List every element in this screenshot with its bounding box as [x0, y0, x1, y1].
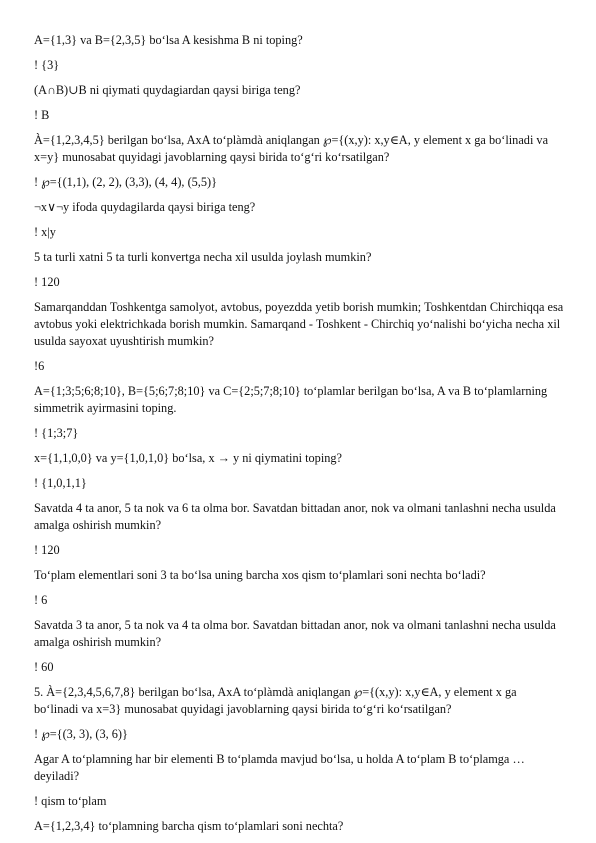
answer-line: ! ℘={(1,1), (2, 2), (3,3), (4, 4), (5,5)}	[34, 175, 218, 189]
question-line: A={1,3} va B={2,3,5} bo‘lsa A kesishma B ni toping?	[34, 33, 303, 47]
question-line: Agar A to‘plamning har bir elementi B to‘plamda mavjud bo‘lsa, u holda A to‘plam B to‘plamga … deyiladi?	[34, 752, 525, 783]
answer-line: ! 6	[34, 593, 48, 607]
question-line: Savatda 4 ta anor, 5 ta nok va 6 ta olma bor. Savatdan bittadan anor, nok va olmani tanlashni necha usulda amalga oshirish mumkin?	[34, 501, 556, 532]
question-line: Samarqanddan Toshkentga samolyot, avtobus, poyezdda yetib borish mumkin; Toshkentdan Chirchiqqa esa avtobus yoki elektrichkada borish mumkin. Samarqand - Toshkent - Chirchiq yo‘nalishi bo‘yicha necha xil usulda sayoxat uyushtirish mumkin?	[34, 300, 564, 348]
question-line: 5. À={2,3,4,5,6,7,8} berilgan bo‘lsa, AxA to‘plàmdà aniqlangan ℘={(x,y): x,y∈A, y element x ga bo‘linadi va x=3} munosabat quyidagi javoblarning qaysi birida to‘g‘ri ko‘rsatilgan?	[34, 685, 517, 716]
question-line: Savatda 3 ta anor, 5 ta nok va 4 ta olma bor. Savatdan bittadan anor, nok va olmani tanlashni necha usulda amalga oshirish mumkin?	[34, 618, 556, 649]
document-page	[34, 32, 564, 843]
question-line: ¬x∨¬y ifoda quydagilarda qaysi biriga teng?	[34, 200, 256, 214]
answer-line: ! ℘={(3, 3), (3, 6)}	[34, 727, 128, 741]
answer-line: ! B	[34, 108, 50, 122]
answer-line: ! 120	[34, 275, 60, 289]
question-line: x={1,1,0,0} va y={1,0,1,0} bo‘lsa, x → y ni qiymatini toping?	[34, 451, 342, 465]
question-line: To‘plam elementlari soni 3 ta bo‘lsa uning barcha xos qism to‘plamlari soni nechta bo‘ladi?	[34, 568, 486, 582]
answer-line: ! {1,0,1,1}	[34, 476, 87, 490]
question-line: A={1,2,3,4} to‘plamning barcha qism to‘plamlari soni nechta?	[34, 819, 344, 833]
answer-line: ! {1;3;7}	[34, 426, 79, 440]
question-line: A={1;3;5;6;8;10}, B={5;6;7;8;10} va C={2;5;7;8;10} to‘plamlar berilgan bo‘lsa, A va B to‘plamlarning simmetrik ayirmasini toping.	[34, 384, 548, 415]
answer-line: ! 120	[34, 543, 60, 557]
question-line: 5 ta turli xatni 5 ta turli konvertga necha xil usulda joylash mumkin?	[34, 250, 372, 264]
question-line: À={1,2,3,4,5} berilgan bo‘lsa, AxA to‘plàmdà aniqlangan ℘={(x,y): x,y∈A, y element x ga bo‘linadi va x=y} munosabat quyidagi javoblarning qaysi birida to‘g‘ri ko‘rsatilgan?	[34, 133, 549, 164]
answer-line: ! {3}	[34, 58, 60, 72]
answer-line: ! x|y	[34, 225, 56, 239]
answer-line: !6	[34, 359, 45, 373]
question-line: (A∩B)∪B ni qiymati quydagiardan qaysi biriga teng?	[34, 83, 301, 97]
answer-line: ! qism to‘plam	[34, 794, 107, 808]
answer-line: ! 60	[34, 660, 54, 674]
